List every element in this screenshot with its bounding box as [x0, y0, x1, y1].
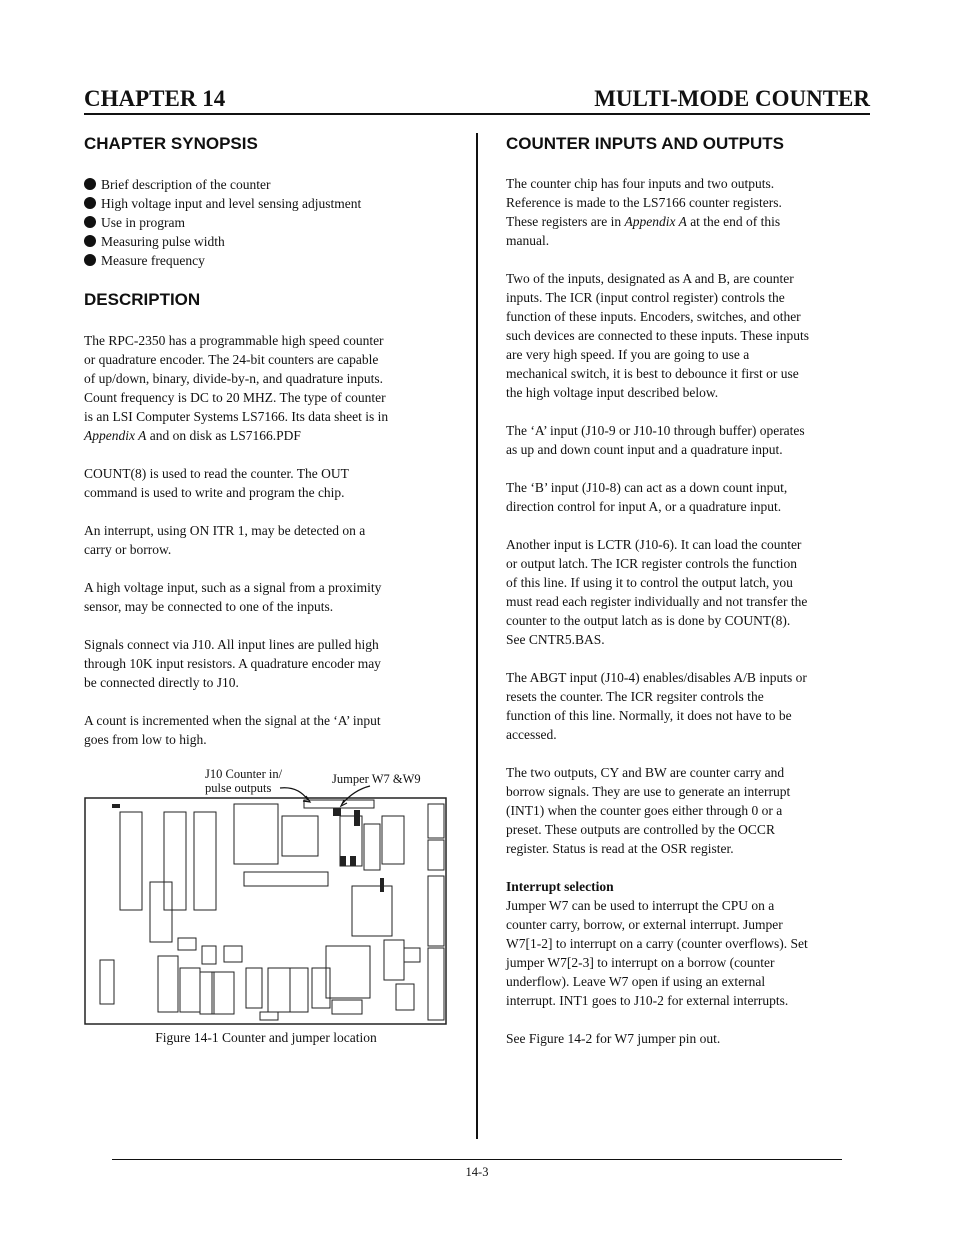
bullet-icon	[84, 178, 96, 190]
left-column	[84, 133, 464, 749]
bullet-icon	[84, 216, 96, 228]
counter-io-paragraph-3: The ‘A’ input (J10-9 or J10-10 through buffer) operates as up and down count input and a quadrature input.	[506, 423, 805, 457]
counter-io-heading: COUNTER INPUTS AND OUTPUTS	[506, 134, 784, 153]
callout-jumper: Jumper W7 &W9	[332, 772, 421, 786]
description-paragraph-3: An interrupt, using ON ITR 1, may be detected on a carry or borrow.	[84, 523, 366, 557]
board-layout-figure	[84, 760, 448, 1028]
column-divider	[476, 133, 478, 1139]
page-number: 14-3	[465, 1165, 489, 1179]
bullet-icon	[84, 235, 96, 247]
description-paragraph-1: The RPC-2350 has a programmable high speed counter or quadrature encoder. The 24-bit counters are capable of up/down, binary, divide-by-n, and quadrature inputs. Count frequency is DC to 20 MHZ. The type of counter is an LSI Computer Systems LS7166. Its data sheet is in Appendix A and on disk as LS7166.PDF	[84, 333, 389, 443]
page-header	[84, 85, 870, 115]
counter-io-paragraph-2: Two of the inputs, designated as A and B, are counter inputs. The ICR (input control register) controls the function of these inputs. Encoders, switches, and other such devices are connected to these inputs. These inputs are very high speed. If you are going to use a mechanical switch, it is best to debounce it first or use the high voltage input described below.	[506, 271, 810, 400]
counter-io-paragraph-9: See Figure 14-2 for W7 jumper pin out.	[506, 1031, 721, 1046]
counter-io-paragraph-4: The ‘B’ input (J10-8) can act as a down count input, direction control for input A, or a quadrature input.	[506, 480, 788, 514]
synopsis-list	[84, 175, 464, 270]
list-item: Measure frequency	[84, 251, 464, 270]
right-column	[506, 133, 872, 1048]
footer-rule	[112, 1159, 842, 1160]
list-item: Brief description of the counter	[84, 175, 464, 194]
counter-io-paragraph-1: The counter chip has four inputs and two outputs. Reference is made to the LS7166 counter registers. These registers are in Appendix A at the end of this manual.	[506, 176, 782, 248]
list-item: Measuring pulse width	[84, 232, 464, 251]
interrupt-selection-heading: Interrupt selection	[506, 879, 614, 894]
synopsis-heading: CHAPTER SYNOPSIS	[84, 134, 258, 153]
description-heading: DESCRIPTION	[84, 290, 201, 309]
counter-io-paragraph-5: Another input is LCTR (J10-6). It can load the counter or output latch. The ICR register controls the function of this line. If using it to control the output latch, you must read each register individually and not transfer the counter to the output latch as is done by COUNT(8). See CNTR5.BAS.	[506, 537, 808, 647]
list-item: High voltage input and level sensing adjustment	[84, 194, 464, 213]
chapter-title: MULTI-MODE COUNTER	[594, 86, 870, 111]
counter-io-paragraph-8: Jumper W7 can be used to interrupt the CPU on a counter carry, borrow, or external interrupt. Jumper W7[1-2] to interrupt on a carry (counter overflows). Set jumper W7[2-3] to interrupt on a borrow (counter underflow). Leave W7 open if using an external interrupt. INT1 goes to J10-2 for external interrupts.	[506, 898, 808, 1008]
description-paragraph-4: A high voltage input, such as a signal from a proximity sensor, may be connected to one of the inputs.	[84, 580, 382, 614]
description-paragraph-6: A count is incremented when the signal at the ‘A’ input goes from low to high.	[84, 713, 381, 747]
description-paragraph-5: Signals connect via J10. All input lines are pulled high through 10K input resistors. A quadrature encoder may be connected directly to J10.	[84, 637, 381, 690]
bullet-icon	[84, 197, 96, 209]
list-item: Use in program	[84, 213, 464, 232]
figure-caption: Figure 14-1 Counter and jumper location	[155, 1030, 377, 1045]
counter-io-paragraph-7: The two outputs, CY and BW are counter carry and borrow signals. They are use to generate an interrupt (INT1) when the counter goes either through 0 or a preset. These outputs are controlled by the OCCR register. Status is read at the OSR register.	[506, 765, 791, 856]
chapter-number: CHAPTER 14	[84, 86, 226, 111]
counter-io-paragraph-6: The ABGT input (J10-4) enables/disables A/B inputs or resets the counter. The ICR regsiter controls the function of this line. Normally, it does not have to be accessed.	[506, 670, 807, 742]
description-paragraph-2: COUNT(8) is used to read the counter. The OUT command is used to write and program the chip.	[84, 466, 349, 500]
bullet-icon	[84, 254, 96, 266]
callout-j10-line2: pulse outputs	[205, 781, 272, 795]
callout-j10-line1: J10 Counter in/	[205, 767, 283, 781]
